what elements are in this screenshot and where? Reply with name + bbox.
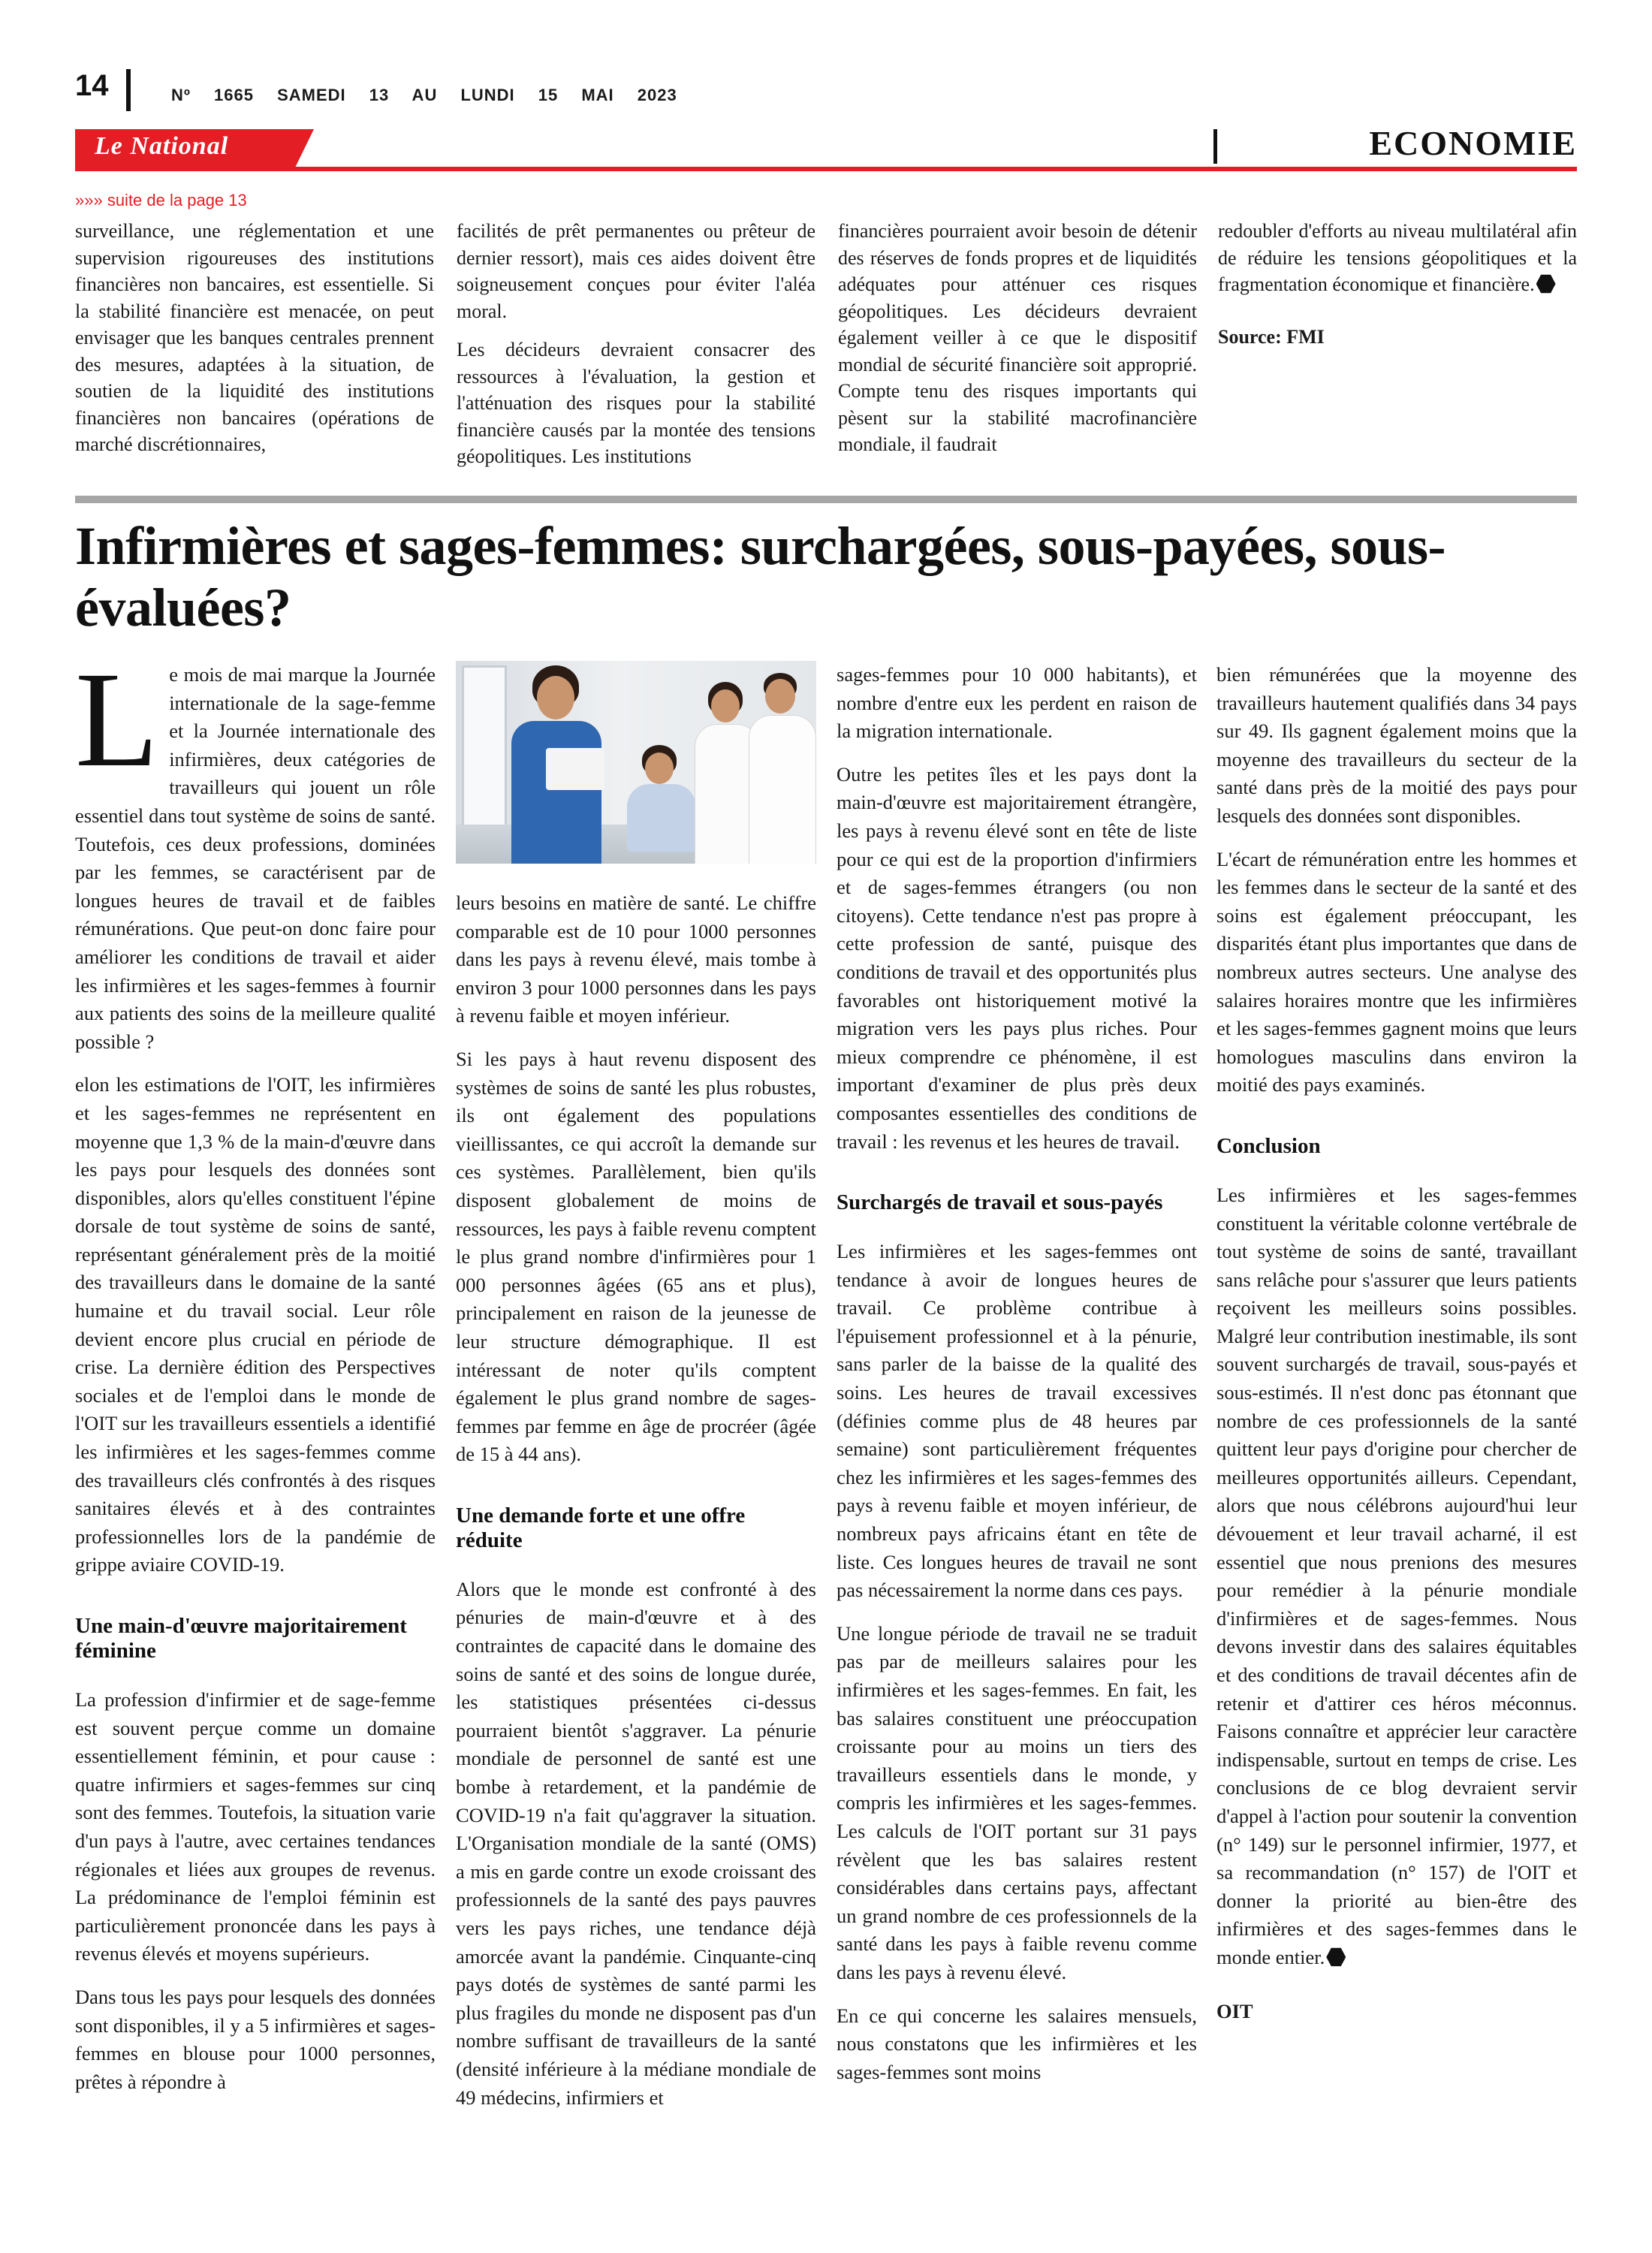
article-column-2 [456, 661, 816, 2208]
lead-paragraph-text: e mois de mai marque la Journée internationale de la sage-femme et la Journée internationale des infirmières, deux catégories de travailleurs qui jouent un rôle essentiel dans tout système de soins de santé. Toutefois, ces deux professions, dominées par les femmes, se caractérisent par de longues heures de travail et de faibles rémunérations. Que peut-on donc faire pour améliorer les conditions de travail et aider les infirmières et les sages-femmes à fournir aux patients des soins de la meilleure qualité possible ? [75, 663, 436, 1053]
article-column-3 [837, 661, 1197, 2208]
newspaper-brand: Le National [95, 132, 229, 160]
page-number-divider [126, 69, 131, 111]
issue-number: Nº 1665 [171, 86, 254, 104]
paragraph-text: Les infirmières et les sages-femmes constituent la véritable colonne vertébrale de tout système de soins de santé, travaillant sans relâche pour s'assurer que leurs patients reçoivent les meilleurs soins possibles. Malgré leur contribution inestimable, ils sont souvent surchargés de travail, sous-payés et sous-estimés. Il n'est donc pas étonnant que nombre de ces professionnels de la santé quittent leur pays d'origine pour chercher de meilleures opportunités ailleurs. Cependant, alors que nous célébrons aujourd'hui leur dévouement et leur travail acharné, il est essentiel que nous prenions des mesures pour remédier à la pénurie mondiale d'infirmières et de sages-femmes. Nous devons investir dans des salaires équitables et des conditions de travail décentes afin de retenir et d'attirer ces héros méconnus. Faisons connaître et apprécier leur caractère indispensable, surtout en temps de crise. Les conclusions de ce blog devraient servir d'appel à l'action pour soutenir la convention (n° 149) sur le personnel infirmier, 1977, et sa recommandation (n° 157) de l'OIT et donner la priorité au bien-être des infirmières et des sages-femmes dans le monde entier. [1216, 1183, 1577, 1968]
paragraph: bien rémunérées que la moyenne des travailleurs hautement qualifiés dans 34 pays sur 49. Ils gagnent également moins que la moyenne des travailleurs du secteur de la santé dans près de la moitié des pays pour lesquels des données sont disponibles. [1216, 663, 1577, 827]
previous-article-column-1 [75, 218, 434, 470]
previous-article-column-4 [1218, 218, 1577, 362]
paragraph: Les décideurs devraient consacrer des ressources à l'évaluation, la gestion et l'atténuation des risques pour la stabilité financière causés par la montée des tensions géopolitiques. Les institutions [457, 339, 815, 467]
paragraph: elon les estimations de l'OIT, les infirmières et les sages-femmes ne représentent en moyenne que 1,3 % de la main-d'œuvre dans les pays pour lesquels des données sont disponibles, alors qu'elles constituent l'épine dorsale de tout système de soins de santé, représentant généralement près de la moitié des travailleurs dans le domaine de la santé humaine et du travail social. Leur rôle devient encore plus crucial en période de crise. La dernière édition des Perspectives sociales et de l'emploi dans le monde de l'OIT sur les travailleurs essentiels a identifié les infirmières et les sages-femmes comme des travailleurs clés confrontés à des risques sanitaires élevés et à des contraintes professionnelles lors de la pandémie de grippe aviaire COVID-19. [75, 1073, 436, 1576]
paragraph: Une longue période de travail ne se traduit pas par de meilleurs salaires pour les infirmières et les sages-femmes. En fait, les bas salaires constituent une préoccupation croissante pour au moins un tiers des travailleurs essentiels dans le monde, y compris les infirmières et les sages-femmes. Les calculs de l'OIT portant sur 31 pays révèlent que les bas salaires restent considérables dans certains pays, affectant un grand nombre de ces professionnels de la santé dans les pays à faible revenu comme dans les pays à revenu élevé. [837, 1621, 1197, 1983]
paragraph: facilités de prêt permanentes ou prêteur de dernier ressort), mais ces aides doivent être soigneusement conçues pour éviter l'aléa moral. [457, 220, 815, 322]
previous-article-column-2 [457, 218, 815, 482]
paragraph: surveillance, une réglementation et une supervision rigoureuses des institutions financières non bancaires, est essentielle. Si la stabilité financière est menacée, on peut envisager que les banques centrales prennent des mesures, adaptées à la situation, de soutien de la liquidité des institutions financières non bancaires (opérations de marché discrétionnaires, [75, 220, 434, 455]
article-column-4 [1216, 661, 1577, 2208]
paragraph: La profession d'infirmier et de sage-femme est souvent perçue comme un domaine essentiellement féminin, et pour cause : quatre infirmiers et sages-femmes sur cinq sont des femmes. Toutefois, la situation varie d'un pays à l'autre, avec certaines tendances régionales et liées aux groupes de revenus. La prédominance de l'emploi féminin est particulièrement prononcée dans les pays à revenus élevés et moyens supérieurs. [75, 1688, 436, 1965]
photo-window [462, 665, 507, 828]
paragraph: leurs besoins en matière de santé. Le chiffre comparable est de 10 pour 1000 personnes dans les pays à revenu élevé, mais tombe à environ 3 pour 1000 personnes dans les pays à revenu faible et moyen inférieur. [456, 891, 816, 1027]
article-column-1 [75, 661, 436, 2208]
subheading: Une demande forte et une offre réduite [456, 1503, 746, 1552]
paragraph: L'écart de rémunération entre les hommes et les femmes dans le secteur de la santé et des soins est également préoccupant, les disparités étant plus importantes que dans de nombreux autres secteurs. Une analyse des salaires horaires montre que les infirmières et les sages-femmes gagnent moins que leurs homologues masculins dans environ la moitié des pays examinés. [1216, 847, 1577, 1096]
subheading: Surchargés de travail et sous-payés [837, 1190, 1163, 1215]
paragraph: Si les pays à haut revenu disposent des systèmes de soins de santé les plus robustes, ils ont également des populations vieillissantes, ce qui accroît la demande sur ces systèmes. Parallèlement, bien qu'ils disposent globalement de moins de ressources, les pays à faible revenu comptent le plus grand nombre d'infirmières pour 1 000 personnes âgées (65 ans et plus), principalement en raison de la jeunesse de leur structure démographique. Il est intéressant de noter qu'ils comptent également le plus grand nombre de sages-femmes par femme en âge de procréer (âgée de 15 à 44 ans). [456, 1047, 816, 1466]
issue-and-date [171, 86, 677, 105]
section-title: ECONOMIE [1369, 124, 1577, 162]
lead-paragraph [75, 661, 436, 1056]
page-number: 14 [75, 69, 109, 102]
drop-cap: L [75, 661, 159, 795]
paragraph-text: redoubler d'efforts au niveau multilatéral afin de réduire les tensions géopolitiques et la fragmentation économique et financière. [1218, 220, 1577, 295]
subheading: Conclusion [1216, 1133, 1321, 1158]
header-red-rule [75, 167, 1577, 171]
issue-date: SAMEDI 13 AU LUNDI 15 MAI 2023 [277, 86, 677, 104]
article-source: Source: FMI [1218, 325, 1325, 348]
end-of-article-icon [1536, 274, 1556, 294]
paragraph [1218, 218, 1577, 298]
paragraph: sages-femmes pour 10 000 habitants), et nombre d'entre eux les perdent en raison de la migration internationale. [837, 663, 1197, 743]
paragraph: En ce qui concerne les salaires mensuels, nous constatons que les infirmières et les sages-femmes sont moins [837, 2004, 1197, 2083]
paragraph: Alors que le monde est confronté à des pénuries de main-d'œuvre et à des contraintes de capacité dans le domaine des soins de santé et des soins de longue durée, les statistiques présentées ci-dessus pourraient bientôt s'aggraver. La pénurie mondiale de personnel de santé est une bombe à retardement, et la pandémie de COVID-19 n'a fait qu'aggraver la situation. L'Organisation mondiale de la santé (OMS) a mis en garde contre un exode croissant des professionnels de la santé des pays pauvres vers les pays riches, une tendance déjà amorcée avant la pandémie. Cinquante-cinq pays dotés de systèmes de santé parmi les plus fragiles du monde ne disposent pas d'un nombre suffisant de travailleurs de la santé (densité inférieure à la médiane mondiale de 49 médecins, infirmiers et [456, 1577, 816, 2109]
article-separator-rule [75, 496, 1577, 503]
subheading: Une main-d'œuvre majoritairement féminine [75, 1614, 407, 1663]
previous-article-column-3 [838, 218, 1197, 470]
paragraph [1216, 1181, 1577, 1972]
section-divider [1213, 129, 1217, 164]
continued-from-label: »»» suite de la page 13 [75, 191, 247, 210]
paragraph: Les infirmières et les sages-femmes ont tendance à avoir de longues heures de travail. Ce problème contribue à l'épuisement professionnel et à la pénurie, sans parler de la baisse de la qualité des soins. Les heures de travail excessives (définies comme plus de 48 heures par semaine) sont particulièrement fréquentes chez les infirmières et les sages-femmes des pays à revenu faible et moyen inférieur, de nombreux pays africains étant en tête de liste. Ces longues heures de travail ne sont pas nécessairement la norme dans ces pays. [837, 1240, 1197, 1602]
article-headline: Infirmières et sages-femmes: surchargées, sous-payées, sous-évaluées? [75, 516, 1446, 638]
paragraph: financières pourraient avoir besoin de détenir des réserves de fonds propres et de liquidités adéquates pour atténuer ces risques géopolitiques. Les décideurs devraient également veiller à ce que le dispositif mondial de sécurité financière soit approprié. Compte tenu des risques importants qui pèsent sur la stabilité macrofinancière mondiale, il faudrait [838, 220, 1197, 455]
article-signature: OIT [1216, 1999, 1253, 2022]
end-of-article-icon [1326, 1947, 1346, 1967]
paragraph: Outre les petites îles et les pays dont la main-d'œuvre est majoritairement étrangère, les pays à revenu élevé sont en tête de liste pour ce qui est de la proportion d'infirmiers et de sages-femmes étrangers (ou non citoyens). Cette tendance n'est pas propre à cette profession de santé, puisque des conditions de travail et des opportunités plus favorables ont historiquement motivé la migration vers les pays plus riches. Pour mieux comprendre ce phénomène, il est important d'examiner de plus près deux composantes essentielles des conditions de travail : les revenus et les heures de travail. [837, 762, 1197, 1153]
paragraph: Dans tous les pays pour lesquels des données sont disponibles, il y a 5 infirmières et sages-femmes en blouse pour 1000 personnes, prêtes à répondre à [75, 1985, 436, 2093]
article-photo-healthcare-staff [456, 661, 816, 864]
